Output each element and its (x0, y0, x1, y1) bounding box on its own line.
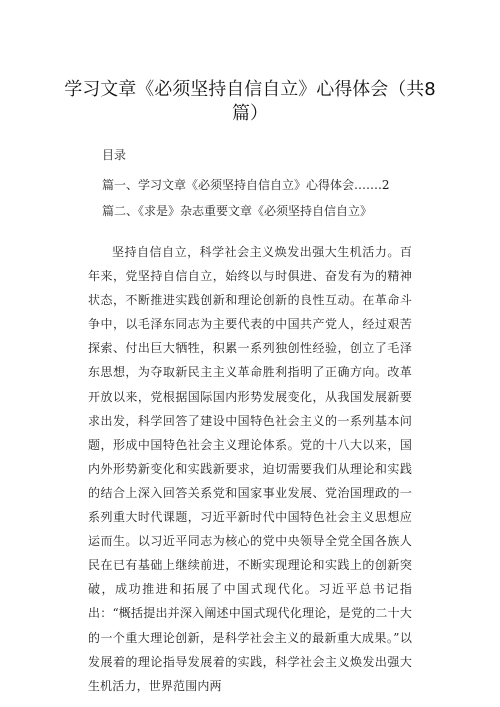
toc-item-2[interactable]: 篇二、《求是》杂志重要文章《必须坚持自信自立》 (102, 204, 373, 218)
table-of-contents (102, 148, 389, 229)
toc-item-1[interactable]: 篇一、学习文章《必须坚持自信自立》心得体会…….2 (102, 178, 390, 192)
body-paragraph: 坚持自信自立，科学社会主义焕发出强大生机活力。百年来，党坚持自信自立，始终以与时俱进、奋发有为的精神状态，不断推进实践创新和理论创新的良性互动。在革命斗争中，以毛泽东同志为主要代表的中国共产党人，经过艰苦探索、付出巨大牺牲，积累一系列独创性经验，创立了毛泽东思想，为夺取新民主主义革命胜利指明了正确方向。改革开放以来，党根据国际国内形势发展变化，从我国发展新要求出发，科学回答了建设中国特色社会主义的一系列基本问题，形成中国特色社会主义理论体系。党的十八大以来，国内外形势新变化和实践新要求，迫切需要我们从理论和实践的结合上深入回答关系党和国家事业发展、党治国理政的一系列重大时代课题，习近平新时代中国特色社会主义思想应运而生。以习近平同志为核心的党中央领导全党全国各族人民在已有基础上继续前进，不断实现理论和实践上的创新突破，成功推进和拓展了中国式现代化。习近平总书记指出：“概括提出并深入阐述中国式现代化理论，是党的二十大的一个重大理论创新，是科学社会主义的最新重大成果。”以发展着的理论指导发展着的实践，科学社会主义焕发出强大生机活力，世界范围内两 (88, 245, 412, 693)
document-title: 学习文章《必须坚持自信自立》心得体会（共8篇） (64, 79, 436, 124)
toc-heading: 目录 (102, 148, 127, 162)
